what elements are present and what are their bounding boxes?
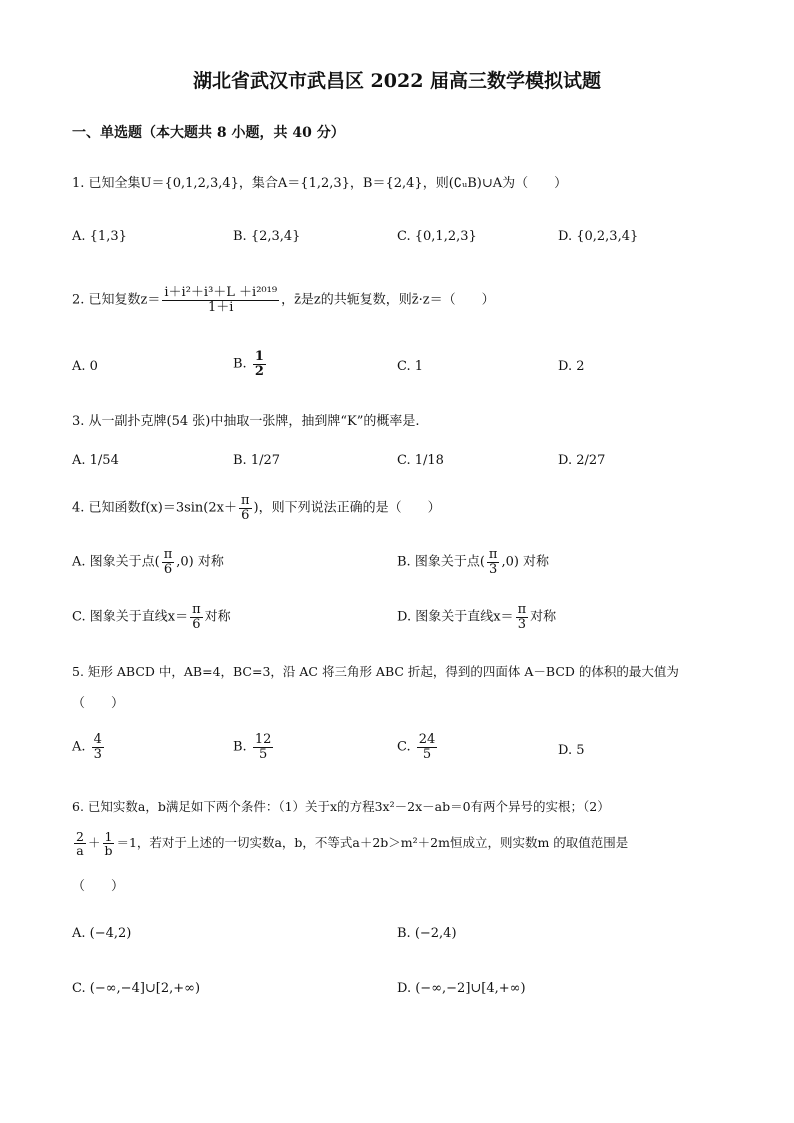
q5-option-c-frac	[417, 733, 438, 761]
q1-option-c: C. {0,1,2,3}	[397, 229, 477, 244]
q4-option-c-den: 6	[192, 616, 201, 632]
q2-option-b-fraction	[253, 350, 266, 378]
q5-option-b-den: 5	[258, 746, 268, 762]
q3-option-d: D. 2/27	[558, 453, 606, 468]
q4-option-c	[72, 603, 231, 631]
q6-f2-den: b	[104, 843, 113, 859]
q6-option-c: C. (−∞,−4]∪[2,+∞)	[72, 981, 201, 996]
question-5-paren: （ ）	[72, 696, 125, 711]
q4-option-a-den: 6	[163, 561, 173, 577]
q4-option-c-pre: C. 图象关于直线x＝	[72, 609, 189, 625]
q6-line2-post: ＝1，若对于上述的一切实数a，b，不等式a＋2b＞m²＋2m恒成立，则实数m 的取值范围是	[116, 835, 629, 851]
q5-option-c-num: 24	[418, 732, 436, 747]
q4-option-b-post: ,0) 对称	[501, 554, 550, 570]
q1-option-b: B. {2,3,4}	[233, 229, 301, 244]
question-6-paren: （ ）	[72, 879, 125, 894]
q1-option-d: D. {0,2,3,4}	[558, 229, 639, 244]
q4-option-d-pre: D. 图象关于直线x＝	[397, 609, 514, 625]
q5-option-d-label: D.	[558, 743, 573, 758]
q3-option-b: B. 1/27	[233, 453, 281, 468]
question-3-stem: 3. 从一副扑克牌(54 张)中抽取一张牌，抽到牌“K”的概率是.	[72, 414, 420, 429]
q6-f1-den: a	[76, 843, 84, 859]
q4-option-b-num: π	[488, 547, 498, 562]
q6-f1-num: 2	[76, 829, 84, 844]
q4-suffix: )，则下列说法正确的是（ ）	[253, 500, 441, 516]
q5-option-b-label: B.	[233, 739, 247, 755]
q6-frac-1-over-b	[102, 830, 114, 857]
q4-option-a-post: ,0) 对称	[176, 554, 224, 570]
q6-frac-2-over-a	[74, 830, 86, 857]
q5-option-a	[72, 733, 106, 761]
q6-f2-num: 1	[104, 829, 113, 844]
q4-option-d	[397, 603, 556, 631]
question-2-stem	[72, 286, 495, 314]
q2-option-c: C. 1	[397, 359, 424, 374]
q4-option-b	[397, 548, 549, 576]
section-heading: 一、单选题（本大题共 8 小题，共 40 分）	[72, 125, 345, 141]
q5-option-b-num: 12	[254, 732, 272, 747]
q4-option-a-frac	[162, 548, 175, 576]
question-5-stem: 5. 矩形 ABCD 中，AB=4，BC=3，沿 AC 将三角形 ABC 折起，得到的四面体 A－BCD 的体积的最大值为	[72, 664, 679, 679]
q2-prefix: 2. 已知复数z＝	[72, 292, 161, 308]
q4-prefix: 4. 已知函数f(x)＝3sin(2x＋	[72, 500, 237, 516]
q4-option-b-pre: B. 图象关于点(	[397, 554, 485, 570]
q5-option-b-frac	[253, 733, 274, 761]
q4-option-c-post: 对称	[204, 609, 231, 625]
q5-option-d	[558, 743, 585, 758]
q4-frac-num: π	[240, 493, 250, 508]
q4-option-d-frac	[516, 603, 529, 631]
q4-option-a	[72, 548, 224, 576]
q4-option-c-num: π	[192, 602, 201, 617]
q2-option-d: D. 2	[558, 359, 585, 374]
q2-fraction	[162, 286, 279, 314]
q5-option-a-den: 3	[93, 746, 102, 762]
q4-option-c-frac	[190, 603, 203, 631]
q4-option-d-den: 3	[517, 616, 526, 632]
q6-option-d: D. (−∞,−2]∪[4,+∞)	[397, 981, 526, 996]
q5-option-c-label: C.	[397, 739, 411, 755]
q5-option-a-frac	[92, 733, 104, 761]
q6-option-b: B. (−2,4)	[397, 926, 457, 941]
q4-option-a-num: π	[163, 547, 173, 562]
q5-option-a-num: 4	[93, 732, 102, 747]
q2-denominator: 1＋i	[208, 299, 234, 315]
q3-option-c: C. 1/18	[397, 453, 444, 468]
question-6-line1: 6. 已知实数a，b满足如下两个条件：（1）关于x的方程3x²－2x－ab＝0有两个异号的实根；（2）	[72, 799, 610, 814]
q2-option-b	[233, 350, 268, 378]
page-title: 湖北省武汉市武昌区 2022 届高三数学模拟试题	[192, 70, 602, 92]
q5-option-c-den: 5	[422, 746, 432, 762]
q4-fraction	[239, 494, 252, 522]
q2-option-b-den: 2	[254, 363, 264, 379]
question-4-stem	[72, 494, 441, 522]
q1-option-a: A. {1,3}	[72, 229, 127, 244]
q2-numerator: i＋i²＋i³＋L ＋i²⁰¹⁹	[164, 285, 278, 300]
q4-frac-den: 6	[241, 507, 250, 523]
q2-option-b-label: B.	[233, 356, 247, 372]
q5-option-a-label: A.	[72, 739, 86, 755]
q5-option-c	[397, 733, 439, 761]
q6-option-a: A. (−4,2)	[72, 926, 132, 941]
q2-option-a: A. 0	[72, 359, 98, 374]
q4-option-b-frac	[487, 548, 500, 576]
question-1-stem: 1. 已知全集U＝{0,1,2,3,4}，集合A＝{1,2,3}，B＝{2,4}，则(∁ᵤB)∪A为（ ）	[72, 176, 568, 191]
q5-option-b	[233, 733, 275, 761]
q3-option-a: A. 1/54	[72, 453, 119, 468]
q2-option-b-num: 1	[254, 349, 264, 364]
q4-option-d-post: 对称	[530, 609, 557, 625]
q4-option-d-num: π	[517, 602, 527, 617]
question-6-line2: $\frac{2}{a}$ ＋ $\frac{1}{b}$ ＝1，若对于上述的一切实数a，b，不等式a＋2b＞m²＋2m恒成立，则实数m 的取值范围是	[76, 829, 629, 859]
q4-option-a-pre: A. 图象关于点(	[72, 554, 160, 570]
q2-suffix: ，z̄是z的共轭复数，则z̄·z＝（ ）	[281, 292, 495, 308]
q5-option-d-value: 5	[576, 743, 585, 758]
q4-option-b-den: 3	[489, 561, 498, 577]
